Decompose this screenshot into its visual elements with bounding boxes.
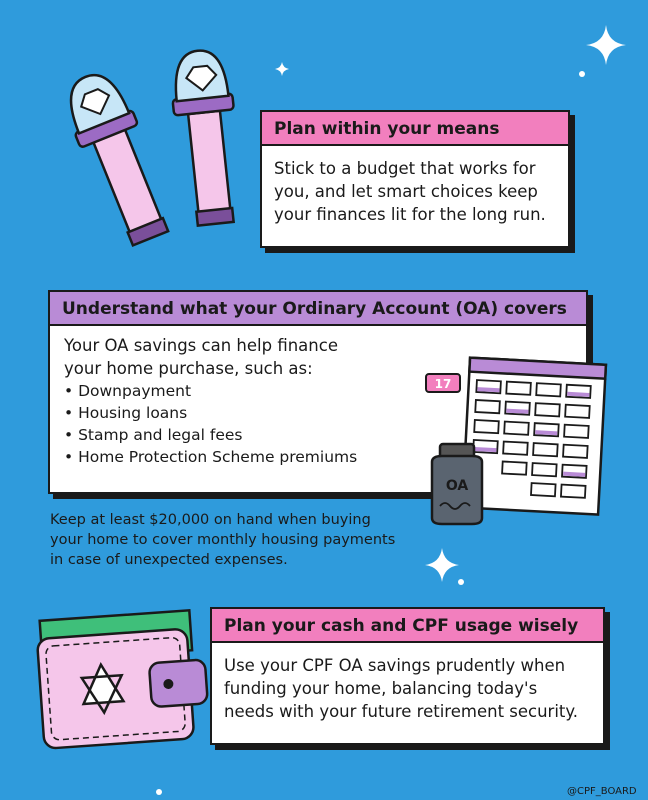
section-text: Stick to a budget that works for you, and let smart choices keep your finances lit for the long run. [260,146,570,248]
section-plan-cash-cpf [210,607,605,745]
list-item: • Housing loans [64,402,572,424]
sparkle-dot [155,788,163,796]
sparkle-icon [425,548,459,582]
sparkle-dot [457,578,465,586]
social-handle: @CPF_BOARD [567,786,637,797]
list-item: • Stamp and legal fees [64,424,572,446]
section-title: Understand what your Ordinary Account (OA) covers [48,290,588,326]
section-title: Plan within your means [260,110,570,146]
sparkle-dot [578,70,586,78]
section-plan-within-means [260,110,570,248]
wallet-illustration [30,605,220,755]
sparkle-icon [586,25,626,65]
section-text: Use your CPF OA savings prudently when funding your home, balancing today's needs with your future retirement security. [210,643,605,745]
list-item: • Downpayment [64,380,572,402]
jar-label: OA [445,478,469,494]
oa-jar-icon [422,440,492,530]
housing-buffer-note: Keep at least $20,000 on hand when buying your home to cover monthly housing payments in case of unexpected expenses. [50,512,396,568]
list-item: • Home Protection Scheme premiums [64,446,572,468]
calendar-day-label: 17 [434,377,452,391]
section-title: Plan your cash and CPF usage wisely [210,607,605,643]
lightstick-illustration [40,40,280,250]
section-intro: Your OA savings can help finance your home purchase, such as: [64,336,338,378]
